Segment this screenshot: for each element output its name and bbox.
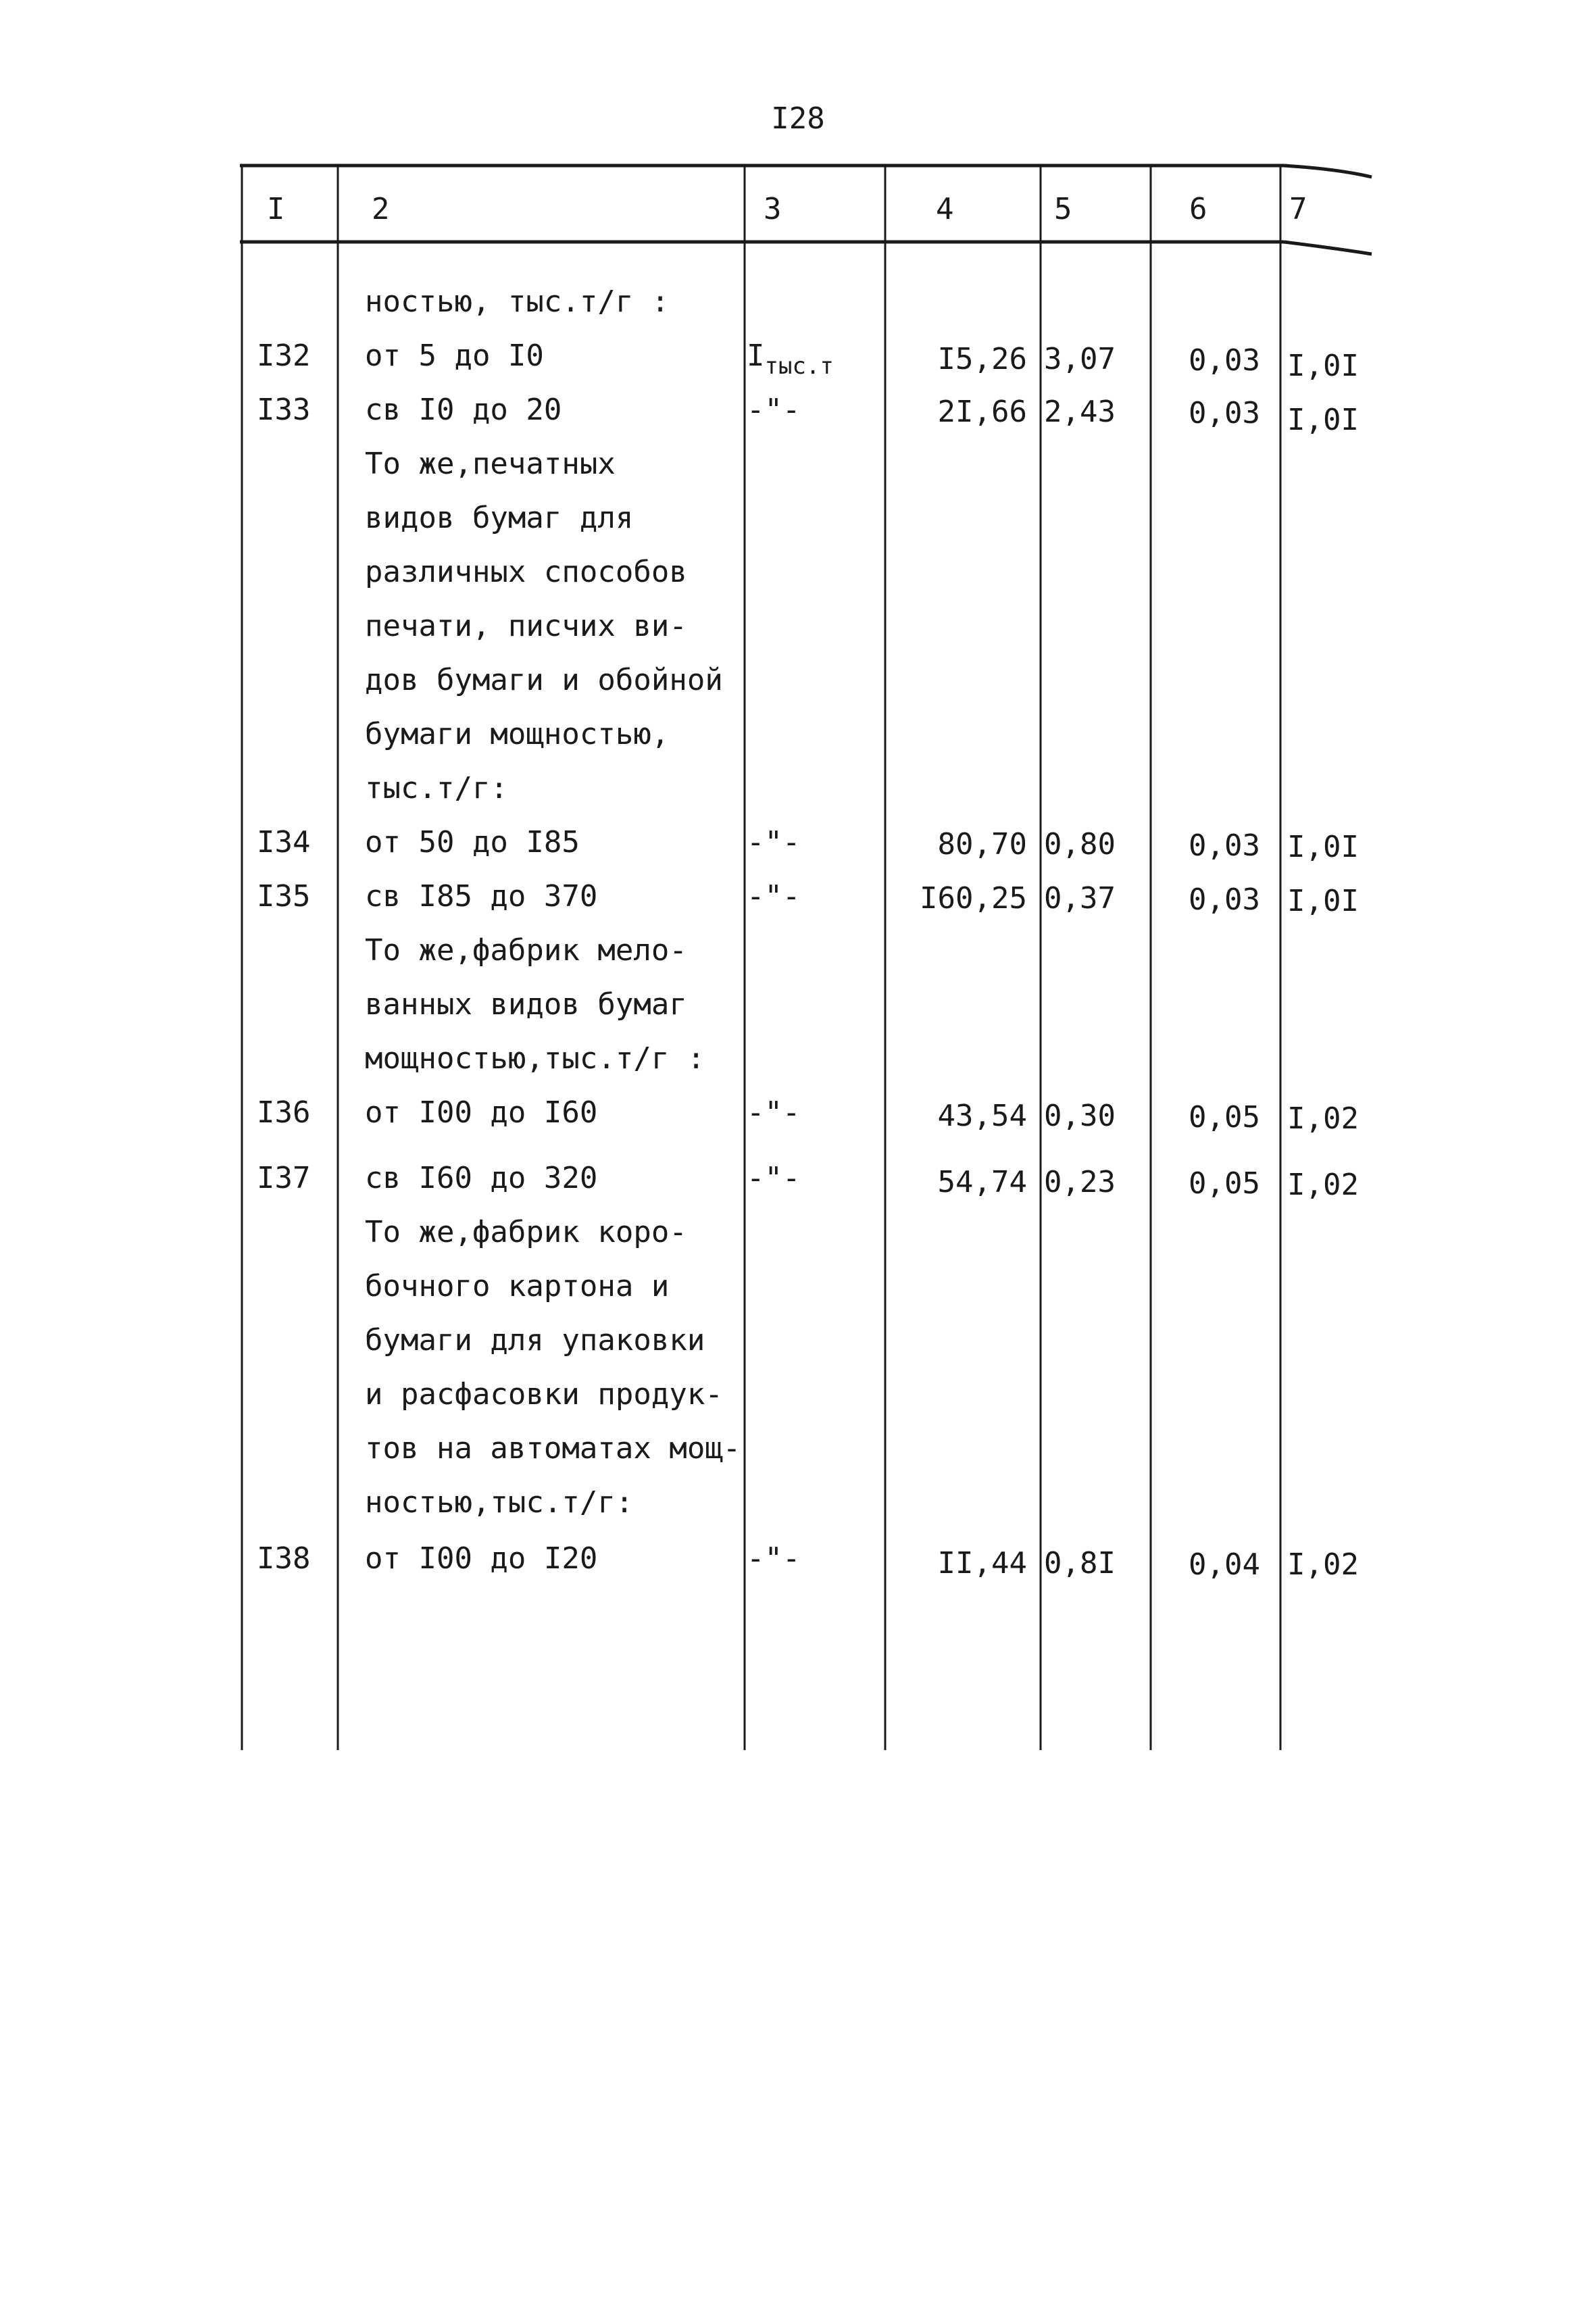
text-line: бочного картона и — [365, 1269, 670, 1303]
row-description: св I0 до 20 — [365, 393, 562, 427]
row-value-7: I,02 — [1287, 1168, 1359, 1202]
text-line: ностью,тыс.т/г: — [365, 1485, 634, 1520]
header-col-1: I — [267, 192, 285, 226]
row-unit: -"- — [747, 393, 801, 427]
row-value-4: 80,70 — [937, 827, 1027, 862]
row-description: от I00 до I60 — [365, 1095, 598, 1130]
row-value-7: I,02 — [1287, 1101, 1359, 1136]
row-unit: -"- — [747, 1161, 801, 1195]
header-col-4: 4 — [936, 192, 954, 226]
text-line: тыс.т/г: — [365, 771, 508, 805]
row-value-6: 0,03 — [1189, 396, 1260, 430]
row-description: св I60 до 320 — [365, 1161, 598, 1195]
row-number: I32 — [257, 339, 311, 373]
text-line: видов бумаг для — [365, 501, 634, 535]
row-value-6: 0,03 — [1189, 882, 1260, 917]
row-value-4: II,44 — [937, 1546, 1027, 1580]
text-line: и расфасовки продук- — [365, 1377, 723, 1412]
text-line: мощностью,тыс.т/г : — [365, 1041, 705, 1076]
text-line: То же,фабрик коро- — [365, 1215, 687, 1249]
row-value-7: I,0I — [1287, 830, 1359, 864]
header-col-2: 2 — [372, 192, 390, 226]
row-number: I35 — [257, 879, 311, 914]
row-description: св I85 до 370 — [365, 879, 598, 914]
row-value-5: 0,80 — [1044, 827, 1116, 862]
text-line: ванных видов бумаг — [365, 987, 687, 1022]
row-value-6: 0,03 — [1189, 343, 1260, 378]
header-col-7: 7 — [1289, 192, 1307, 226]
row-unit: -"- — [747, 1541, 801, 1576]
row-value-7: I,0I — [1287, 349, 1359, 383]
row-value-5: 0,23 — [1044, 1165, 1116, 1199]
row-value-4: 54,74 — [937, 1165, 1027, 1199]
header-col-5: 5 — [1054, 192, 1072, 226]
row-description: от I00 до I20 — [365, 1541, 598, 1576]
text-line: То же,фабрик мело- — [365, 933, 687, 968]
row-value-6: 0,04 — [1189, 1547, 1260, 1582]
row-unit: -"- — [747, 879, 801, 914]
row-value-4: I60,25 — [920, 881, 1027, 916]
row-number: I36 — [257, 1095, 311, 1130]
row-number: I34 — [257, 825, 311, 860]
row-value-4: 43,54 — [937, 1099, 1027, 1133]
row-number: I37 — [257, 1161, 311, 1195]
text-line: различных способов — [365, 555, 687, 589]
text-line: тов на автоматах мощ- — [365, 1431, 741, 1466]
row-value-4: 2I,66 — [937, 395, 1027, 429]
row-value-5: 2,43 — [1044, 395, 1116, 429]
row-value-7: I,02 — [1287, 1547, 1359, 1582]
row-number: I33 — [257, 393, 311, 427]
row-value-6: 0,05 — [1189, 1166, 1260, 1201]
text-line: ностью, тыс.т/г : — [365, 284, 670, 319]
row-value-4: I5,26 — [937, 342, 1027, 376]
header-col-3: 3 — [764, 192, 782, 226]
row-number: I38 — [257, 1541, 311, 1576]
text-line: дов бумаги и обойной — [365, 663, 723, 697]
text-line: бумаги мощностью, — [365, 717, 670, 751]
row-value-7: I,0I — [1287, 884, 1359, 918]
row-value-5: 0,8I — [1044, 1546, 1116, 1580]
header-col-6: 6 — [1189, 192, 1207, 226]
row-unit: -"- — [747, 1095, 801, 1130]
row-value-5: 0,37 — [1044, 881, 1116, 916]
row-unit: -"- — [747, 825, 801, 860]
row-value-5: 3,07 — [1044, 342, 1116, 376]
row-unit: $I_{тыс.т}$ — [747, 339, 834, 380]
text-line: бумаги для упаковки — [365, 1323, 705, 1358]
text-line: печати, писчих ви- — [365, 609, 687, 643]
row-value-7: I,0I — [1287, 403, 1359, 437]
row-value-6: 0,05 — [1189, 1100, 1260, 1135]
row-description: от 5 до I0 — [365, 339, 544, 373]
page-number: I28 — [771, 101, 825, 136]
row-description: от 50 до I85 — [365, 825, 580, 860]
row-value-5: 0,30 — [1044, 1099, 1116, 1133]
row-value-6: 0,03 — [1189, 828, 1260, 863]
text-line: То же,печатных — [365, 447, 616, 481]
